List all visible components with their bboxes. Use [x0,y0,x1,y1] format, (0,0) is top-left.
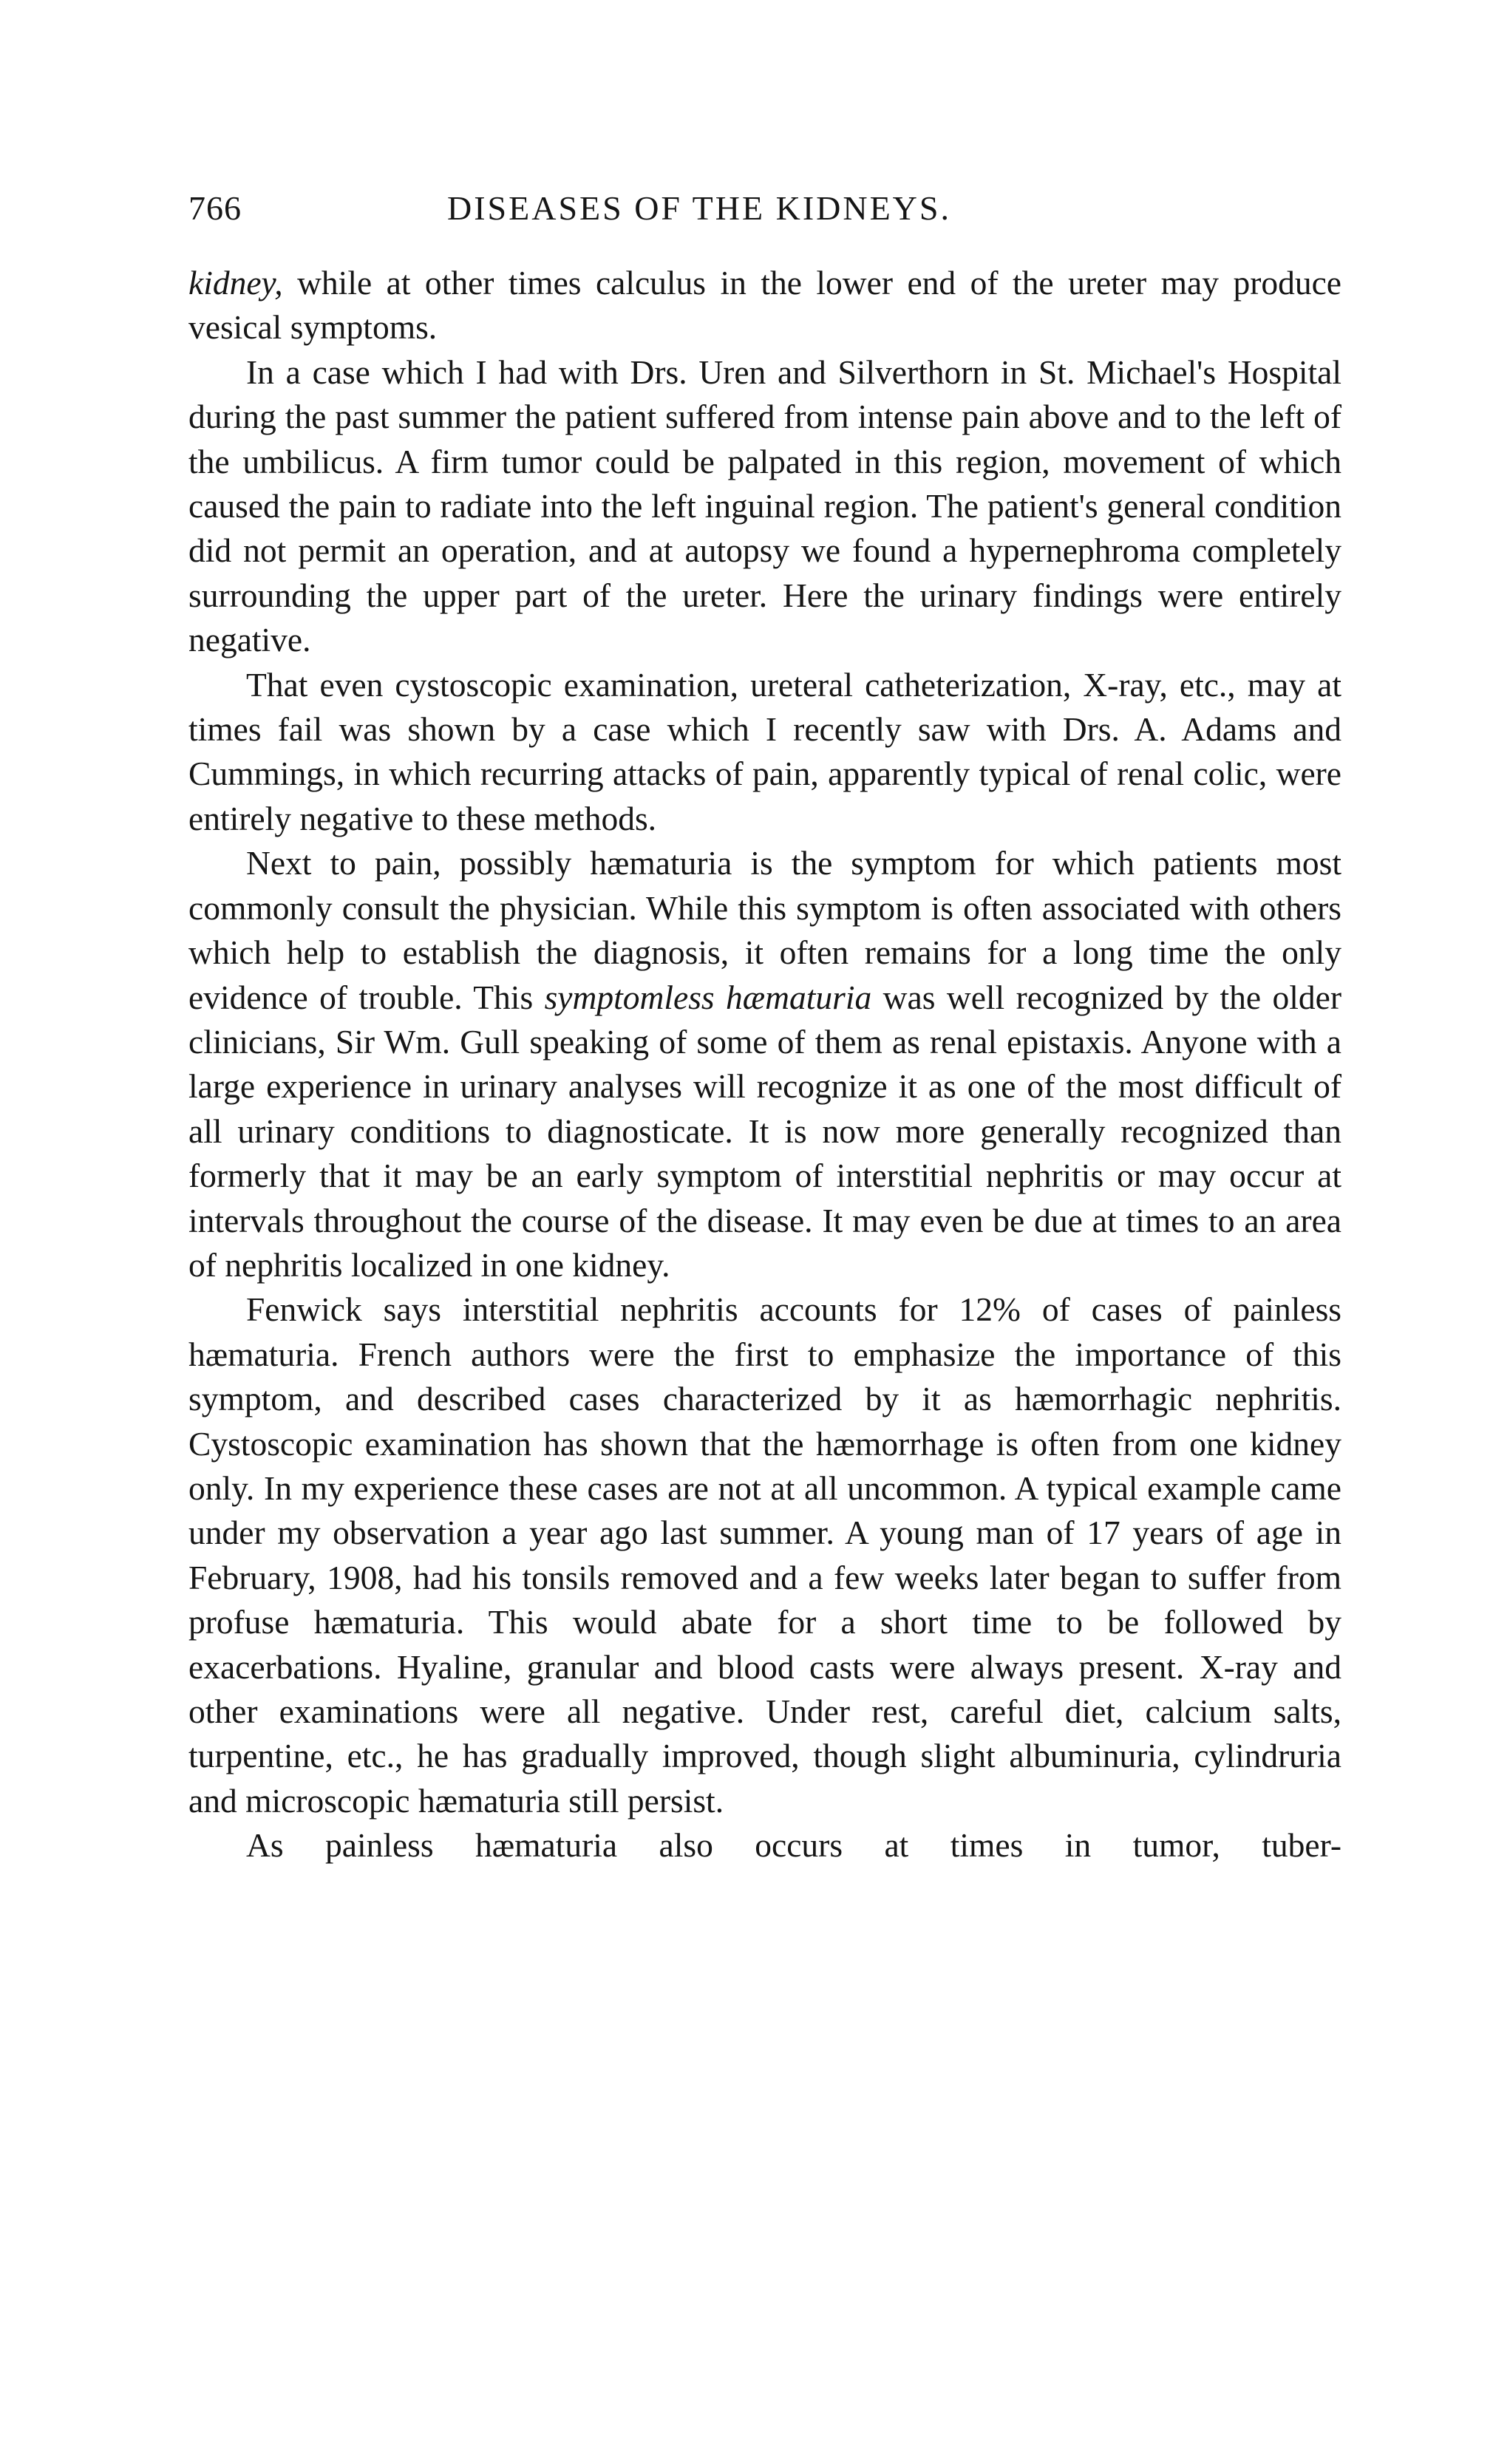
paragraph-text: As painless hæmaturia also occurs at times in tumor, tuber- [246,1826,1341,1865]
paragraph [188,350,1341,663]
paragraph-text: Fenwick says interstitial nephritis accounts for 12% of cases of painless hæmaturia. French authors were the first to emphasize the importance of this symptom, and described cases characterized by it as hæmorrhagic nephritis. Cystoscopic examination has shown that the hæmorrhage is often from one kidney only. In my experience these cases are not at all uncommon. A typical example came under my observation a year ago last summer. A young man of 17 years of age in February, 1908, had his tonsils removed and a few weeks later began to suffer from profuse hæmaturia. This would abate for a short time to be followed by exacerbations. Hyaline, granular and blood casts were always present. X-ray and other examinations were all negative. Under rest, careful diet, calcium salts, turpentine, etc., he has gradually improved, though slight albuminuria, cylindruria and microscopic hæmaturia still persist. [188,1290,1341,1820]
paragraph [188,1823,1341,1868]
paragraph-text: In a case which I had with Drs. Uren and Silverthorn in St. Michael's Hospital during the past summer the patient suffered from intense pain above and to the left of the umbilicus. A firm tumor could be palpated in this region, movement of which caused the pain to radiate into the left inguinal region. The patient's general condition did not permit an operation, and at autopsy we found a hypernephroma completely surrounding the upper part of the ureter. Here the urinary findings were entirely negative. [188,353,1341,659]
paragraph-text: That even cystoscopic examination, ureteral catheterization, X-ray, etc., may at times fail was shown by a case which I recently saw with Drs. A. Adams and Cummings, in which recurring attacks of pain, apparently typical of renal colic, were entirely negative to these methods. [188,665,1341,837]
paragraph [188,663,1341,842]
paragraph [188,1287,1341,1823]
paragraph-text: while at other times calculus in the lower end of the ureter may produce vesical symptoms. [188,264,1341,347]
italic-term: kidney, [188,264,283,302]
paragraph-text: was well recognized by the older clinicians, Sir Wm. Gull speaking of some of them as renal epistaxis. Anyone with a large experience in urinary analyses will recognize it as one of the most difficult of all urinary conditions to diagnosticate. It is now more generally recognized than formerly that it may be an early symptom of interstitial nephritis or may occur at intervals throughout the course of the disease. It may even be due at times to an area of nephritis localized in one kidney. [188,978,1342,1284]
paragraph-text: Next to pain, possibly hæmaturia is the symptom for which patients most commonly consult the physician. While this symptom is often associated with others which help to establish the diagnosis, it often remains for a long time the only evidence of trouble. This [188,844,1341,1016]
running-title: DISEASES OF THE KIDNEYS. [447,189,951,227]
paragraph-continuation [188,261,1341,350]
book-page [188,188,1341,1868]
page-header [188,188,1341,233]
italic-term: symptomless hæmaturia [544,978,872,1016]
page-number: 766 [188,189,242,227]
paragraph [188,841,1341,1287]
body-text [188,261,1341,1868]
